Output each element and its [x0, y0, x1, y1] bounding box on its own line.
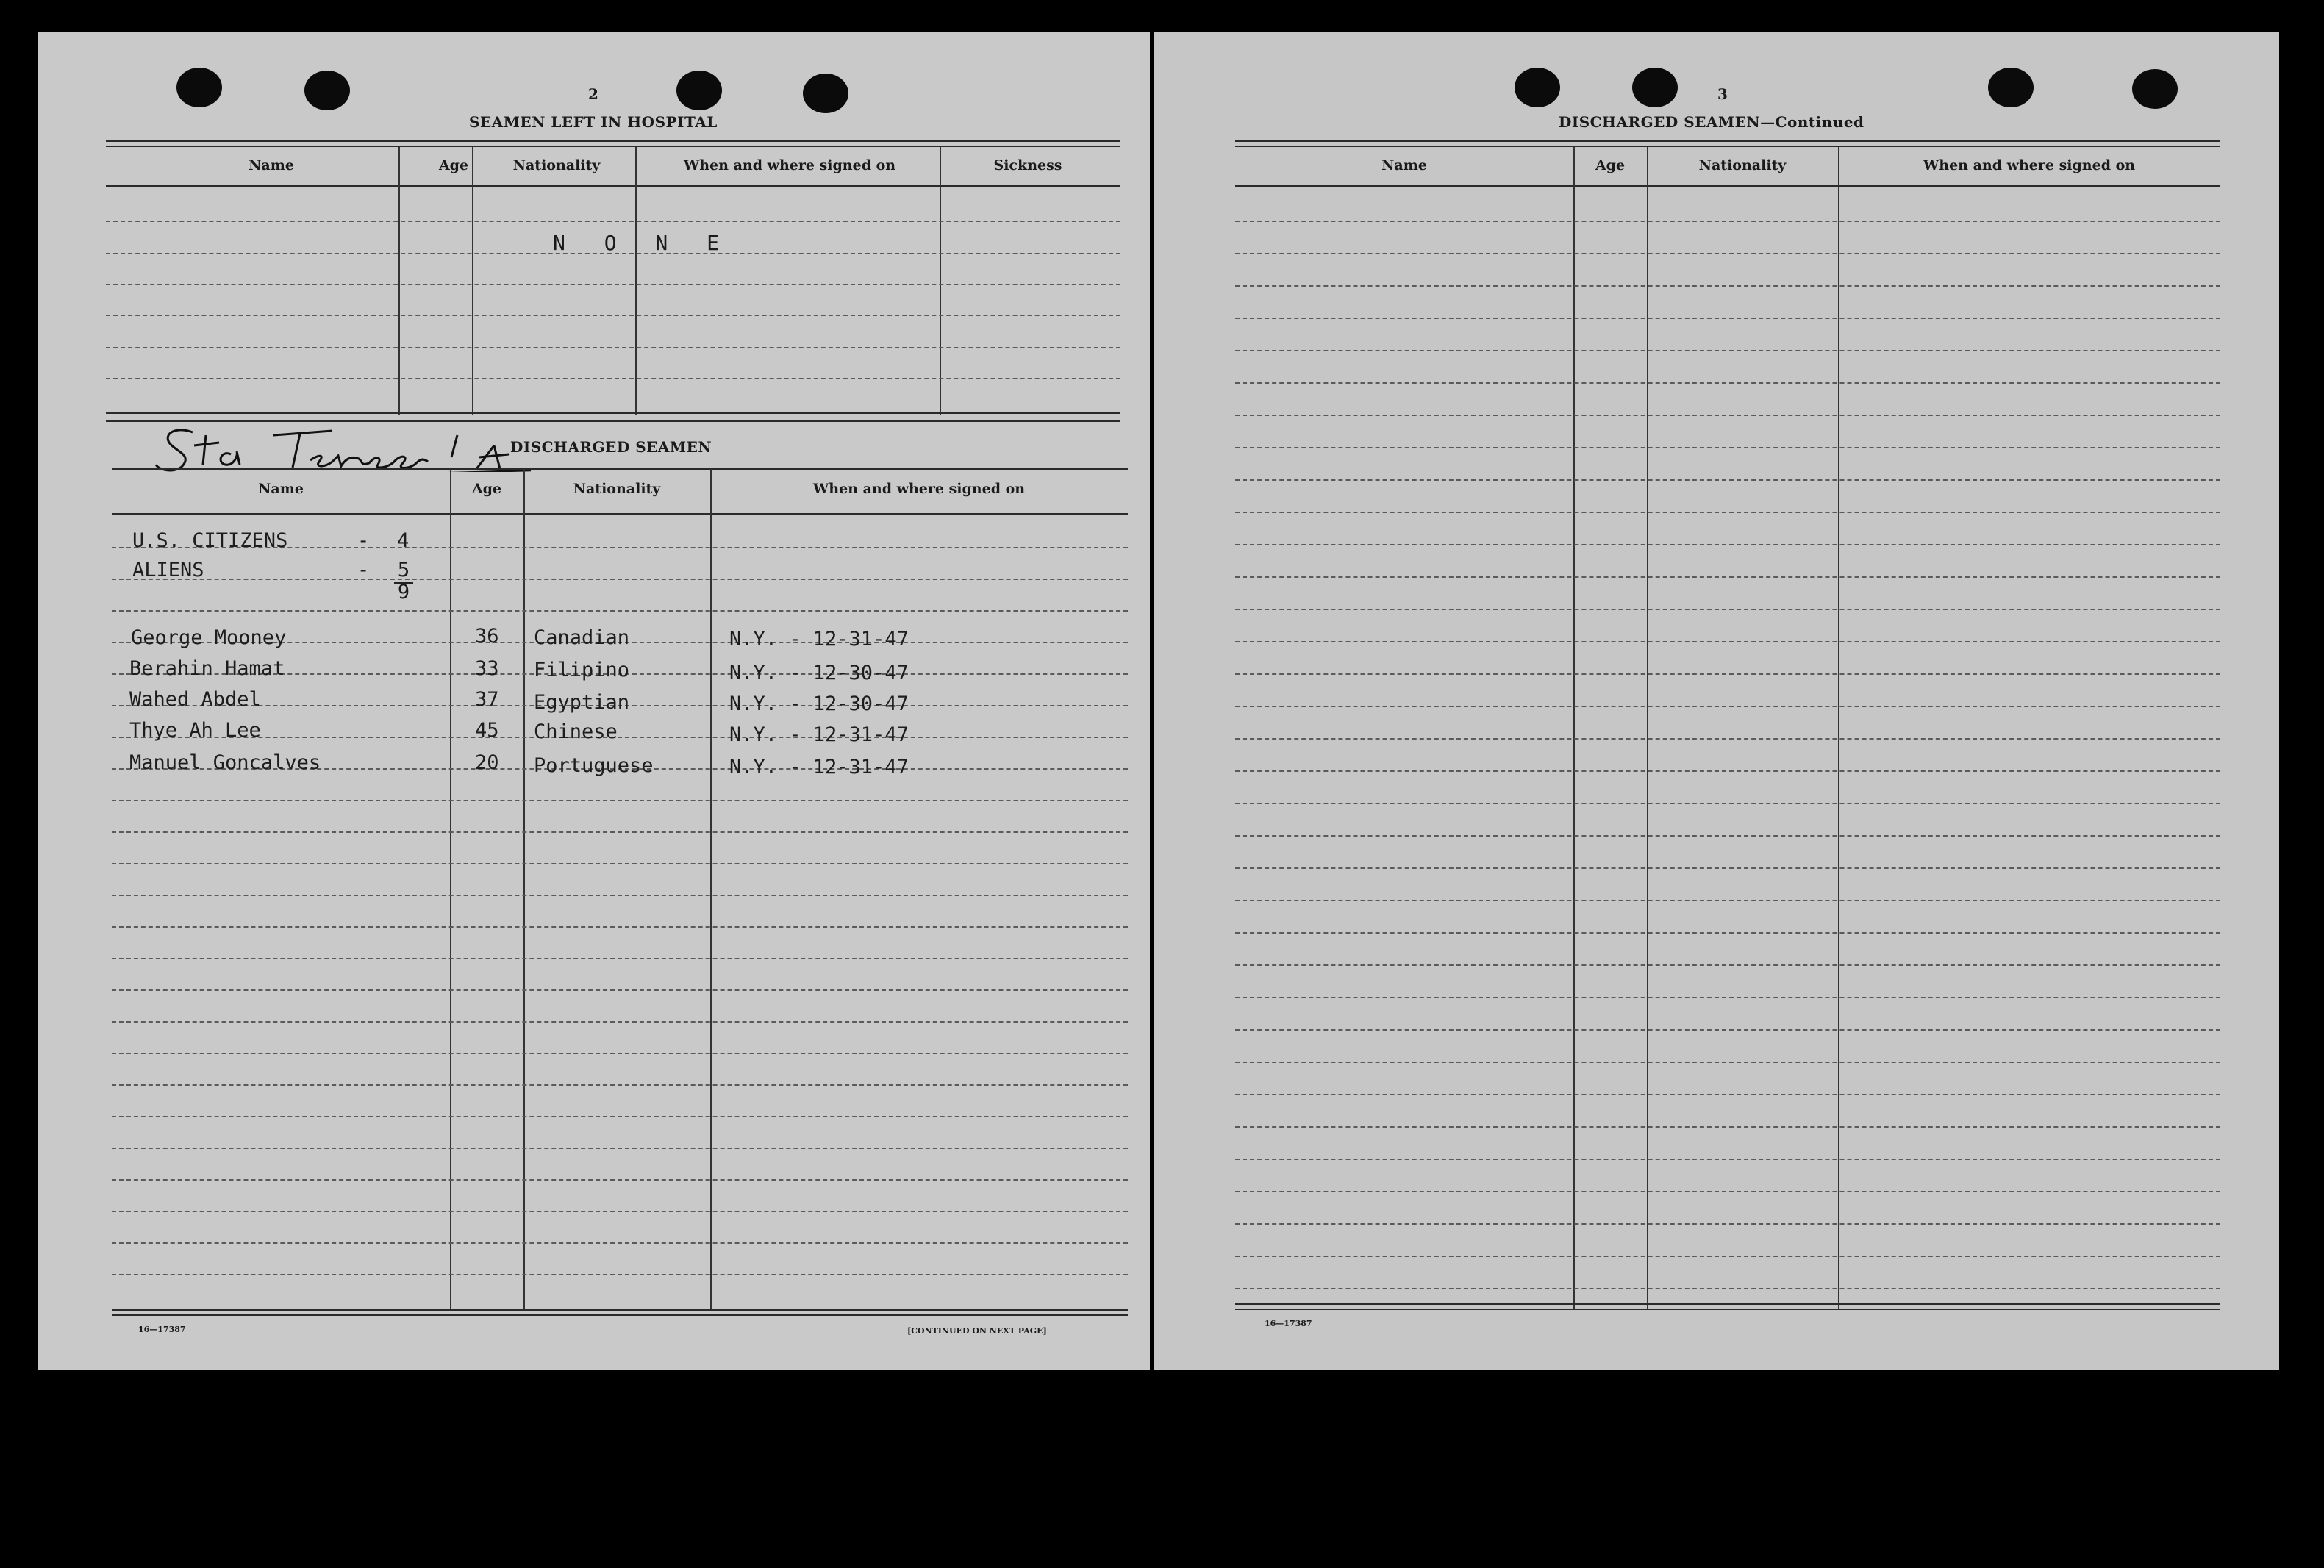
ruled-line — [1235, 512, 2220, 513]
page-number: 3 — [1717, 85, 1728, 103]
row-age: 36 — [475, 625, 499, 648]
ruled-line — [1235, 932, 2220, 934]
column-header-nationality: Nationality — [512, 157, 601, 173]
ruled-line — [1235, 738, 2220, 740]
page-number: 2 — [588, 85, 598, 103]
form-number: 16—17387 — [138, 1325, 186, 1334]
ruled-line — [112, 1053, 1128, 1054]
row-signed-on: N.Y. - 12-30-47 — [729, 692, 909, 715]
summary-count: 4 — [397, 529, 410, 552]
continued-note: [CONTINUED ON NEXT PAGE] — [907, 1326, 1047, 1336]
column-header-age: Age — [438, 157, 469, 173]
ruled-line — [112, 989, 1128, 991]
row-name: Thye Ah Lee — [129, 719, 261, 742]
ruled-line — [112, 895, 1128, 896]
ruled-line — [1235, 544, 2220, 545]
column-header-signed-on: When and where signed on — [683, 157, 896, 173]
column-header-signed-on: When and where signed on — [1923, 157, 2136, 173]
column-header-name: Name — [258, 481, 304, 497]
ruled-line — [1235, 382, 2220, 384]
ruled-line — [112, 1242, 1128, 1244]
column-header-sickness: Sickness — [993, 157, 1062, 173]
row-nationality: Canadian — [534, 626, 630, 649]
ruled-line — [1235, 1256, 2220, 1257]
column-header-name: Name — [249, 157, 294, 173]
summary-label: U.S. CITIZENS — [132, 529, 288, 552]
ruled-line — [112, 958, 1128, 959]
summary-total-value: 9 — [397, 581, 410, 604]
ruled-line — [112, 863, 1128, 864]
ruled-line — [112, 737, 1128, 738]
table-bottom-rule — [112, 1309, 1128, 1311]
summary-dash: - — [357, 559, 370, 581]
ruled-line — [112, 1084, 1128, 1086]
ruled-line — [112, 1274, 1128, 1275]
ruled-line — [1235, 479, 2220, 481]
ruled-line — [1235, 221, 2220, 222]
ruled-line — [1235, 576, 2220, 578]
left-page — [38, 32, 1150, 1370]
row-nationality: Egyptian — [534, 691, 630, 714]
ruled-line — [1235, 253, 2220, 254]
summary-count: 5 — [397, 559, 410, 581]
ruled-line — [1235, 770, 2220, 772]
ruled-line — [112, 1211, 1128, 1212]
column-header-nationality: Nationality — [573, 481, 661, 497]
row-signed-on: N.Y. - 12-31-47 — [729, 756, 909, 778]
row-age: 20 — [475, 751, 499, 774]
column-header-name: Name — [1381, 157, 1427, 173]
ruled-line — [112, 579, 1128, 580]
table-bottom-rule — [1235, 1309, 2220, 1310]
ruled-line — [1235, 641, 2220, 642]
row-age: 45 — [475, 719, 499, 742]
row-signed-on: N.Y. - 12-31-47 — [729, 628, 909, 651]
discharged-section-title: DISCHARGED SEAMEN — [510, 438, 712, 456]
row-signed-on: N.Y. - 12-31-47 — [729, 723, 909, 746]
hospital-section-title: SEAMEN LEFT IN HOSPITAL — [469, 113, 718, 131]
row-nationality: Portuguese — [534, 754, 654, 777]
ruled-line — [112, 800, 1128, 801]
ruled-line — [112, 926, 1128, 928]
ruled-line — [1235, 318, 2220, 319]
ruled-line — [1235, 867, 2220, 869]
column-header-age: Age — [471, 481, 502, 497]
ruled-line — [1235, 964, 2220, 966]
ruled-line — [1235, 706, 2220, 707]
ruled-line — [112, 831, 1128, 833]
ruled-line — [1235, 1191, 2220, 1192]
hospital-none-entry: N O N E — [553, 231, 733, 255]
ruled-line — [1235, 835, 2220, 837]
ruled-line — [1235, 1126, 2220, 1128]
ruled-line — [1235, 447, 2220, 448]
table-bottom-rule — [1235, 1303, 2220, 1305]
row-nationality: Chinese — [534, 720, 618, 743]
row-name: Wahed Abdel — [129, 688, 261, 711]
ruled-line — [1235, 285, 2220, 287]
ruled-line — [112, 1179, 1128, 1181]
row-name: Berahin Hamat — [129, 657, 285, 680]
row-age: 37 — [475, 688, 499, 711]
ruled-line — [1235, 673, 2220, 675]
ruled-line — [1235, 1094, 2220, 1095]
ruled-line — [1235, 997, 2220, 998]
ruled-line — [1235, 803, 2220, 804]
right-page — [1154, 32, 2279, 1370]
ruled-line — [1235, 1223, 2220, 1225]
column-header-age: Age — [1595, 157, 1626, 173]
summary-dash: - — [357, 529, 370, 552]
table-bottom-rule — [112, 1314, 1128, 1316]
column-header-nationality: Nationality — [1698, 157, 1787, 173]
ruled-line — [1235, 1062, 2220, 1063]
row-age: 33 — [475, 657, 499, 680]
ruled-line — [112, 610, 1128, 612]
summary-total — [394, 559, 413, 604]
summary-label: ALIENS — [132, 559, 204, 581]
row-name: Manuel Goncalves — [129, 751, 321, 774]
ruled-line — [1235, 609, 2220, 610]
ruled-line — [112, 1116, 1128, 1117]
row-nationality: Filipino — [534, 659, 630, 681]
ruled-line — [112, 1021, 1128, 1023]
ruled-line — [1235, 1029, 2220, 1031]
ruled-line — [1235, 415, 2220, 416]
page-title: DISCHARGED SEAMEN—Continued — [1559, 113, 1864, 131]
form-number: 16—17387 — [1265, 1319, 1312, 1328]
column-header-signed-on: When and where signed on — [812, 481, 1026, 497]
row-name: George Mooney — [131, 626, 287, 649]
ruled-line — [1235, 1288, 2220, 1289]
continued-ruled-lines — [1235, 32, 2220, 1311]
ruled-line — [1235, 350, 2220, 351]
row-signed-on: N.Y. - 12-30-47 — [729, 662, 909, 684]
ruled-line — [1235, 900, 2220, 901]
ruled-line — [112, 1148, 1128, 1149]
ruled-line — [1235, 1159, 2220, 1160]
